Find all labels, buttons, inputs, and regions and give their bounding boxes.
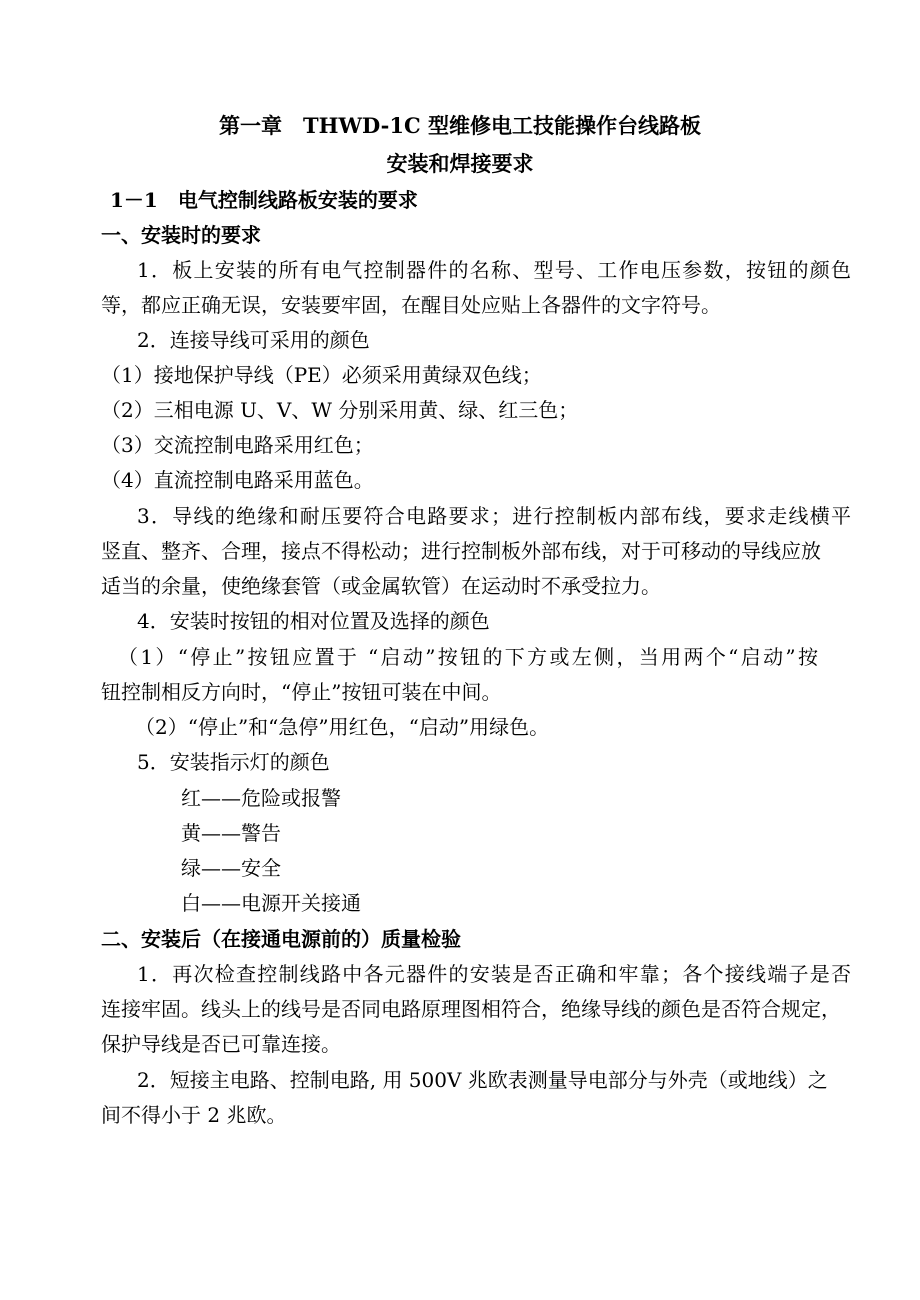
part1-item4-sub2: （2）“停止”和“急停”用红色，“启动”用绿色。 bbox=[135, 715, 550, 739]
indicator-color-green: 绿——安全 bbox=[181, 856, 281, 880]
part1-item5-heading: 5．安装指示灯的颜色 bbox=[137, 750, 330, 774]
part1-item1-line1: 1．板上安装的所有电气控制器件的名称、型号、工作电压参数，按钮的颜色 bbox=[137, 258, 851, 282]
part2-item2-line1: 2．短接主电路、控制电路, 用 500V 兆欧表测量导电部分与外壳（或地线）之 bbox=[137, 1068, 828, 1092]
part1-item1-line2: 等，都应正确无误，安装要牢固，在醒目处应贴上各器件的文字符号。 bbox=[101, 293, 721, 317]
chapter-subtitle: 安装和焊接要求 bbox=[386, 151, 534, 176]
part1-item3-line2: 竖直、整齐、合理，接点不得松动；进行控制板外部布线，对于可移动的导线应放 bbox=[101, 539, 821, 563]
section-heading: 1－1 电气控制线路板安装的要求 bbox=[110, 188, 418, 212]
chapter-title: 第一章 THWD-1C 型维修电工技能操作台线路板 bbox=[218, 113, 701, 138]
indicator-color-red: 红——危险或报警 bbox=[181, 786, 341, 810]
part1-item3-line1: 3．导线的绝缘和耐压要符合电路要求；进行控制板内部布线，要求走线横平 bbox=[137, 504, 851, 528]
part1-item3-line3: 适当的余量，使绝缘套管（或金属软管）在运动时不承受拉力。 bbox=[101, 574, 661, 598]
part1-item2-sub1: （1）接地保护导线（PE）必须采用黄绿双色线； bbox=[101, 363, 542, 387]
part2-item1-line3: 保护导线是否已可靠连接。 bbox=[101, 1032, 341, 1056]
indicator-color-yellow: 黄——警告 bbox=[181, 821, 281, 845]
part1-item2-sub3: （3）交流控制电路采用红色； bbox=[101, 433, 374, 457]
part1-item2-sub4: （4）直流控制电路采用蓝色。 bbox=[101, 468, 374, 492]
part1-item4-sub1-line2: 钮控制相反方向时，“停止”按钮可装在中间。 bbox=[101, 680, 502, 704]
part1-item2-heading: 2．连接导线可采用的颜色 bbox=[137, 328, 370, 352]
part1-item4-sub1-line1: （1）“停止”按钮应置于 “启动”按钮的下方或左侧，当用两个“启动”按 bbox=[118, 645, 818, 669]
part1-item2-sub2: （2）三相电源 U、V、W 分别采用黄、绿、红三色； bbox=[101, 398, 579, 422]
part2-item1-line1: 1．再次检查控制线路中各元器件的安装是否正确和牢靠；各个接线端子是否 bbox=[137, 962, 851, 986]
indicator-color-white: 白——电源开关接通 bbox=[181, 891, 361, 915]
part1-item4-heading: 4．安装时按钮的相对位置及选择的颜色 bbox=[137, 609, 490, 633]
part2-heading: 二、安装后（在接通电源前的）质量检验 bbox=[101, 927, 461, 951]
part2-item2-line2: 间不得小于 2 兆欧。 bbox=[101, 1103, 287, 1127]
part2-item1-line2: 连接牢固。线头上的线号是否同电路原理图相符合，绝缘导线的颜色是否符合规定， bbox=[101, 997, 841, 1021]
part1-heading: 一、安装时的要求 bbox=[101, 223, 261, 247]
